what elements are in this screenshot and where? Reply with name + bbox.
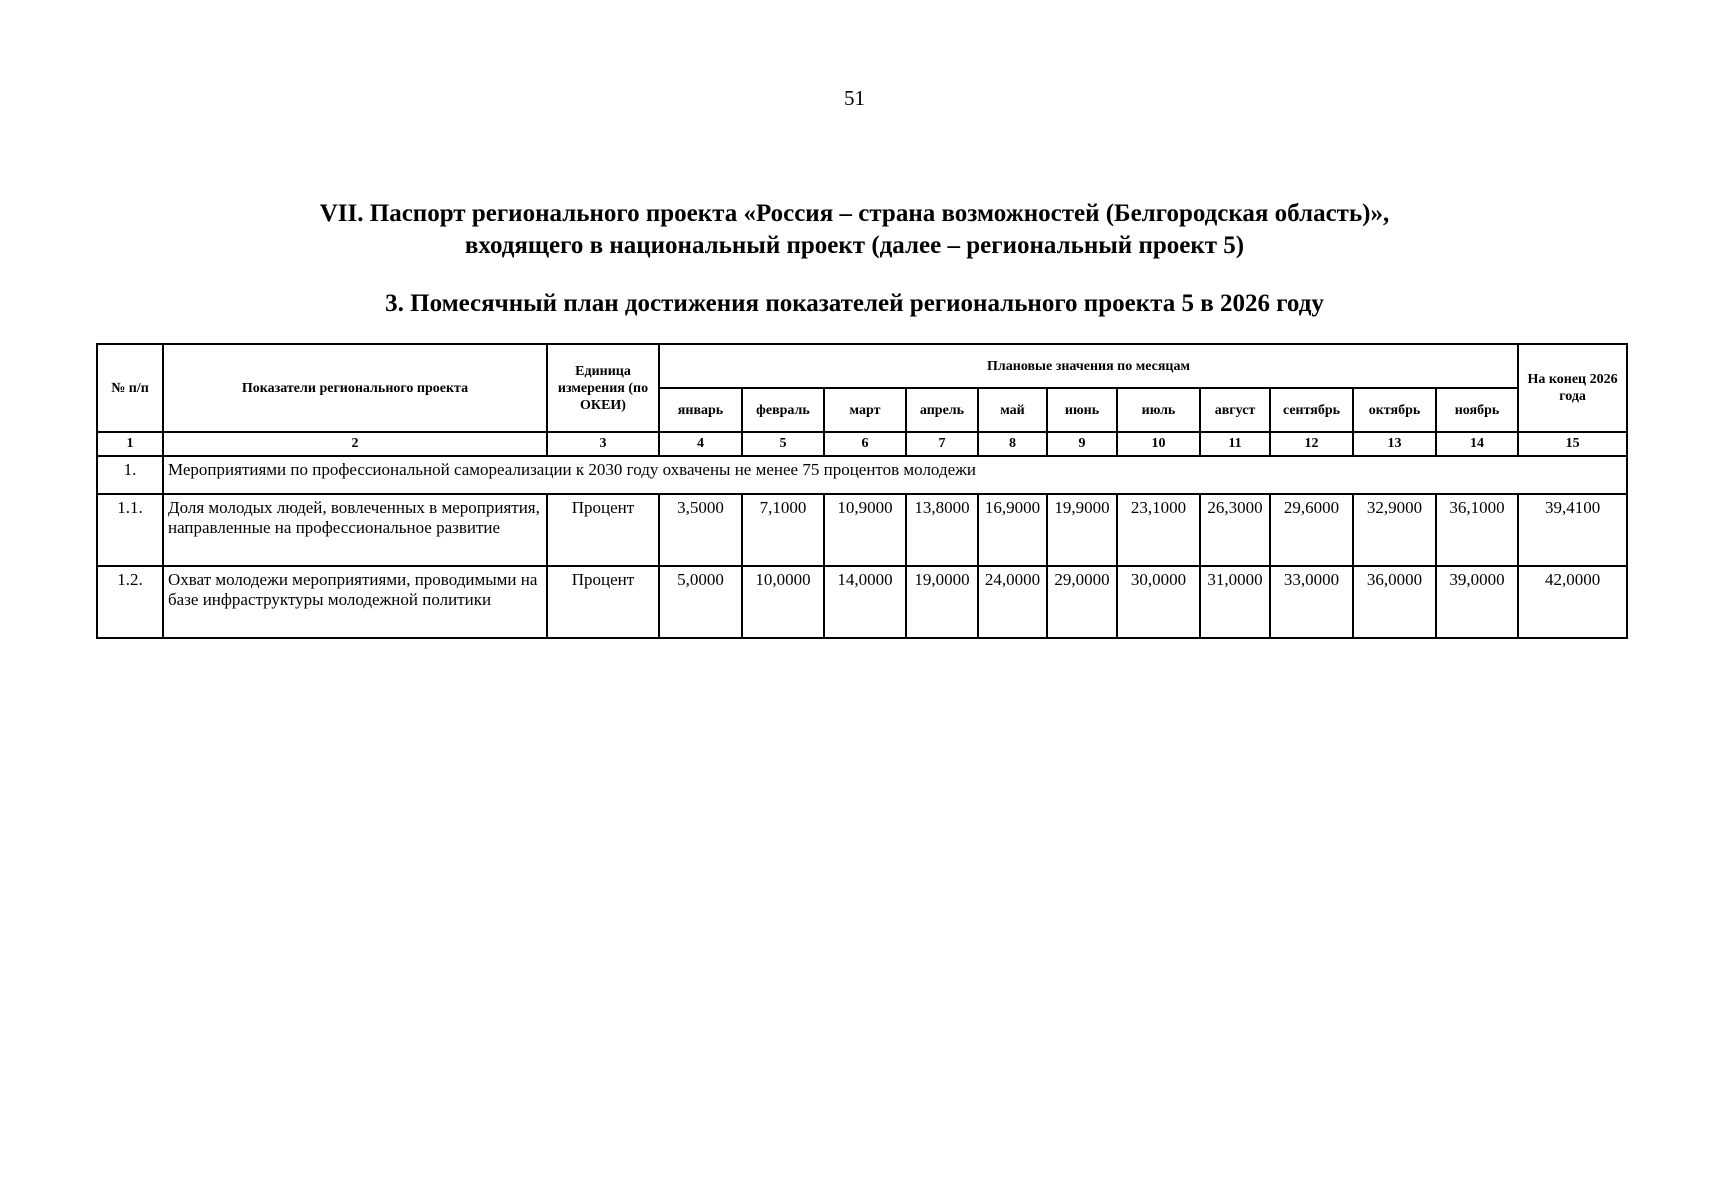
row-unit: Процент: [547, 566, 659, 638]
header-unit: Единица измерения (по ОКЕИ): [547, 344, 659, 432]
column-numbers-row: [97, 432, 1627, 456]
column-number: 2: [163, 432, 547, 456]
column-number: 11: [1200, 432, 1270, 456]
column-number: 3: [547, 432, 659, 456]
row-month-value: 16,9000: [978, 494, 1047, 566]
column-number: 5: [742, 432, 824, 456]
column-number: 7: [906, 432, 978, 456]
header-month: май: [978, 388, 1047, 432]
row-month-value: 14,0000: [824, 566, 906, 638]
row-num: 1.2.: [97, 566, 163, 638]
section-subtitle: 3. Помесячный план достижения показателей регионального проекта 5 в 2026 году: [385, 290, 1324, 317]
header-month: октябрь: [1353, 388, 1436, 432]
header-month: апрель: [906, 388, 978, 432]
row-month-value: 36,0000: [1353, 566, 1436, 638]
row-month-value: 31,0000: [1200, 566, 1270, 638]
header-month: январь: [659, 388, 742, 432]
header-month: март: [824, 388, 906, 432]
section-text: Мероприятиями по профессиональной самореализации к 2030 году охвачены не менее 75 процентов молодежи: [163, 456, 1627, 494]
header-month: июль: [1117, 388, 1200, 432]
table-row: [97, 494, 1627, 566]
page-number: 51: [844, 86, 865, 110]
column-number: 1: [97, 432, 163, 456]
row-indicator: Доля молодых людей, вовлеченных в мероприятия, направленные на профессиональное развитие: [163, 494, 547, 566]
row-month-value: 3,5000: [659, 494, 742, 566]
column-number: 14: [1436, 432, 1518, 456]
row-month-value: 24,0000: [978, 566, 1047, 638]
row-month-value: 7,1000: [742, 494, 824, 566]
header-month: август: [1200, 388, 1270, 432]
row-month-value: 10,9000: [824, 494, 906, 566]
row-end-value: 42,0000: [1518, 566, 1627, 638]
row-month-value: 29,6000: [1270, 494, 1353, 566]
document-title: [0, 198, 1709, 262]
column-number: 6: [824, 432, 906, 456]
row-month-value: 23,1000: [1117, 494, 1200, 566]
row-month-value: 39,0000: [1436, 566, 1518, 638]
section-num: 1.: [97, 456, 163, 494]
header-month: июнь: [1047, 388, 1117, 432]
row-month-value: 5,0000: [659, 566, 742, 638]
document-title-line-2: входящего в национальный проект (далее – региональный проект 5): [464, 232, 1245, 259]
monthly-plan-table: [96, 343, 1628, 639]
header-month: ноябрь: [1436, 388, 1518, 432]
row-month-value: 33,0000: [1270, 566, 1353, 638]
column-number: 4: [659, 432, 742, 456]
row-month-value: 32,9000: [1353, 494, 1436, 566]
header-end-of-year: На конец 2026 года: [1518, 344, 1627, 432]
header-monthly-values: Плановые значения по месяцам: [659, 344, 1518, 388]
row-month-value: 36,1000: [1436, 494, 1518, 566]
row-month-value: 29,0000: [1047, 566, 1117, 638]
header-month: февраль: [742, 388, 824, 432]
header-month: сентябрь: [1270, 388, 1353, 432]
row-indicator: Охват молодежи мероприятиями, проводимыми на базе инфраструктуры молодежной политики: [163, 566, 547, 638]
section-row: [97, 456, 1627, 494]
header-num: № п/п: [97, 344, 163, 432]
column-number: 10: [1117, 432, 1200, 456]
table-row: [97, 566, 1627, 638]
row-end-value: 39,4100: [1518, 494, 1627, 566]
document-title-line-1: VII. Паспорт регионального проекта «Россия – страна возможностей (Белгородская область)»,: [319, 200, 1390, 227]
column-number: 15: [1518, 432, 1627, 456]
row-month-value: 26,3000: [1200, 494, 1270, 566]
row-month-value: 10,0000: [742, 566, 824, 638]
row-unit: Процент: [547, 494, 659, 566]
column-number: 9: [1047, 432, 1117, 456]
column-number: 8: [978, 432, 1047, 456]
row-month-value: 13,8000: [906, 494, 978, 566]
header-indicator: Показатели регионального проекта: [163, 344, 547, 432]
column-number: 12: [1270, 432, 1353, 456]
column-number: 13: [1353, 432, 1436, 456]
row-month-value: 19,0000: [906, 566, 978, 638]
row-month-value: 19,9000: [1047, 494, 1117, 566]
row-num: 1.1.: [97, 494, 163, 566]
row-month-value: 30,0000: [1117, 566, 1200, 638]
